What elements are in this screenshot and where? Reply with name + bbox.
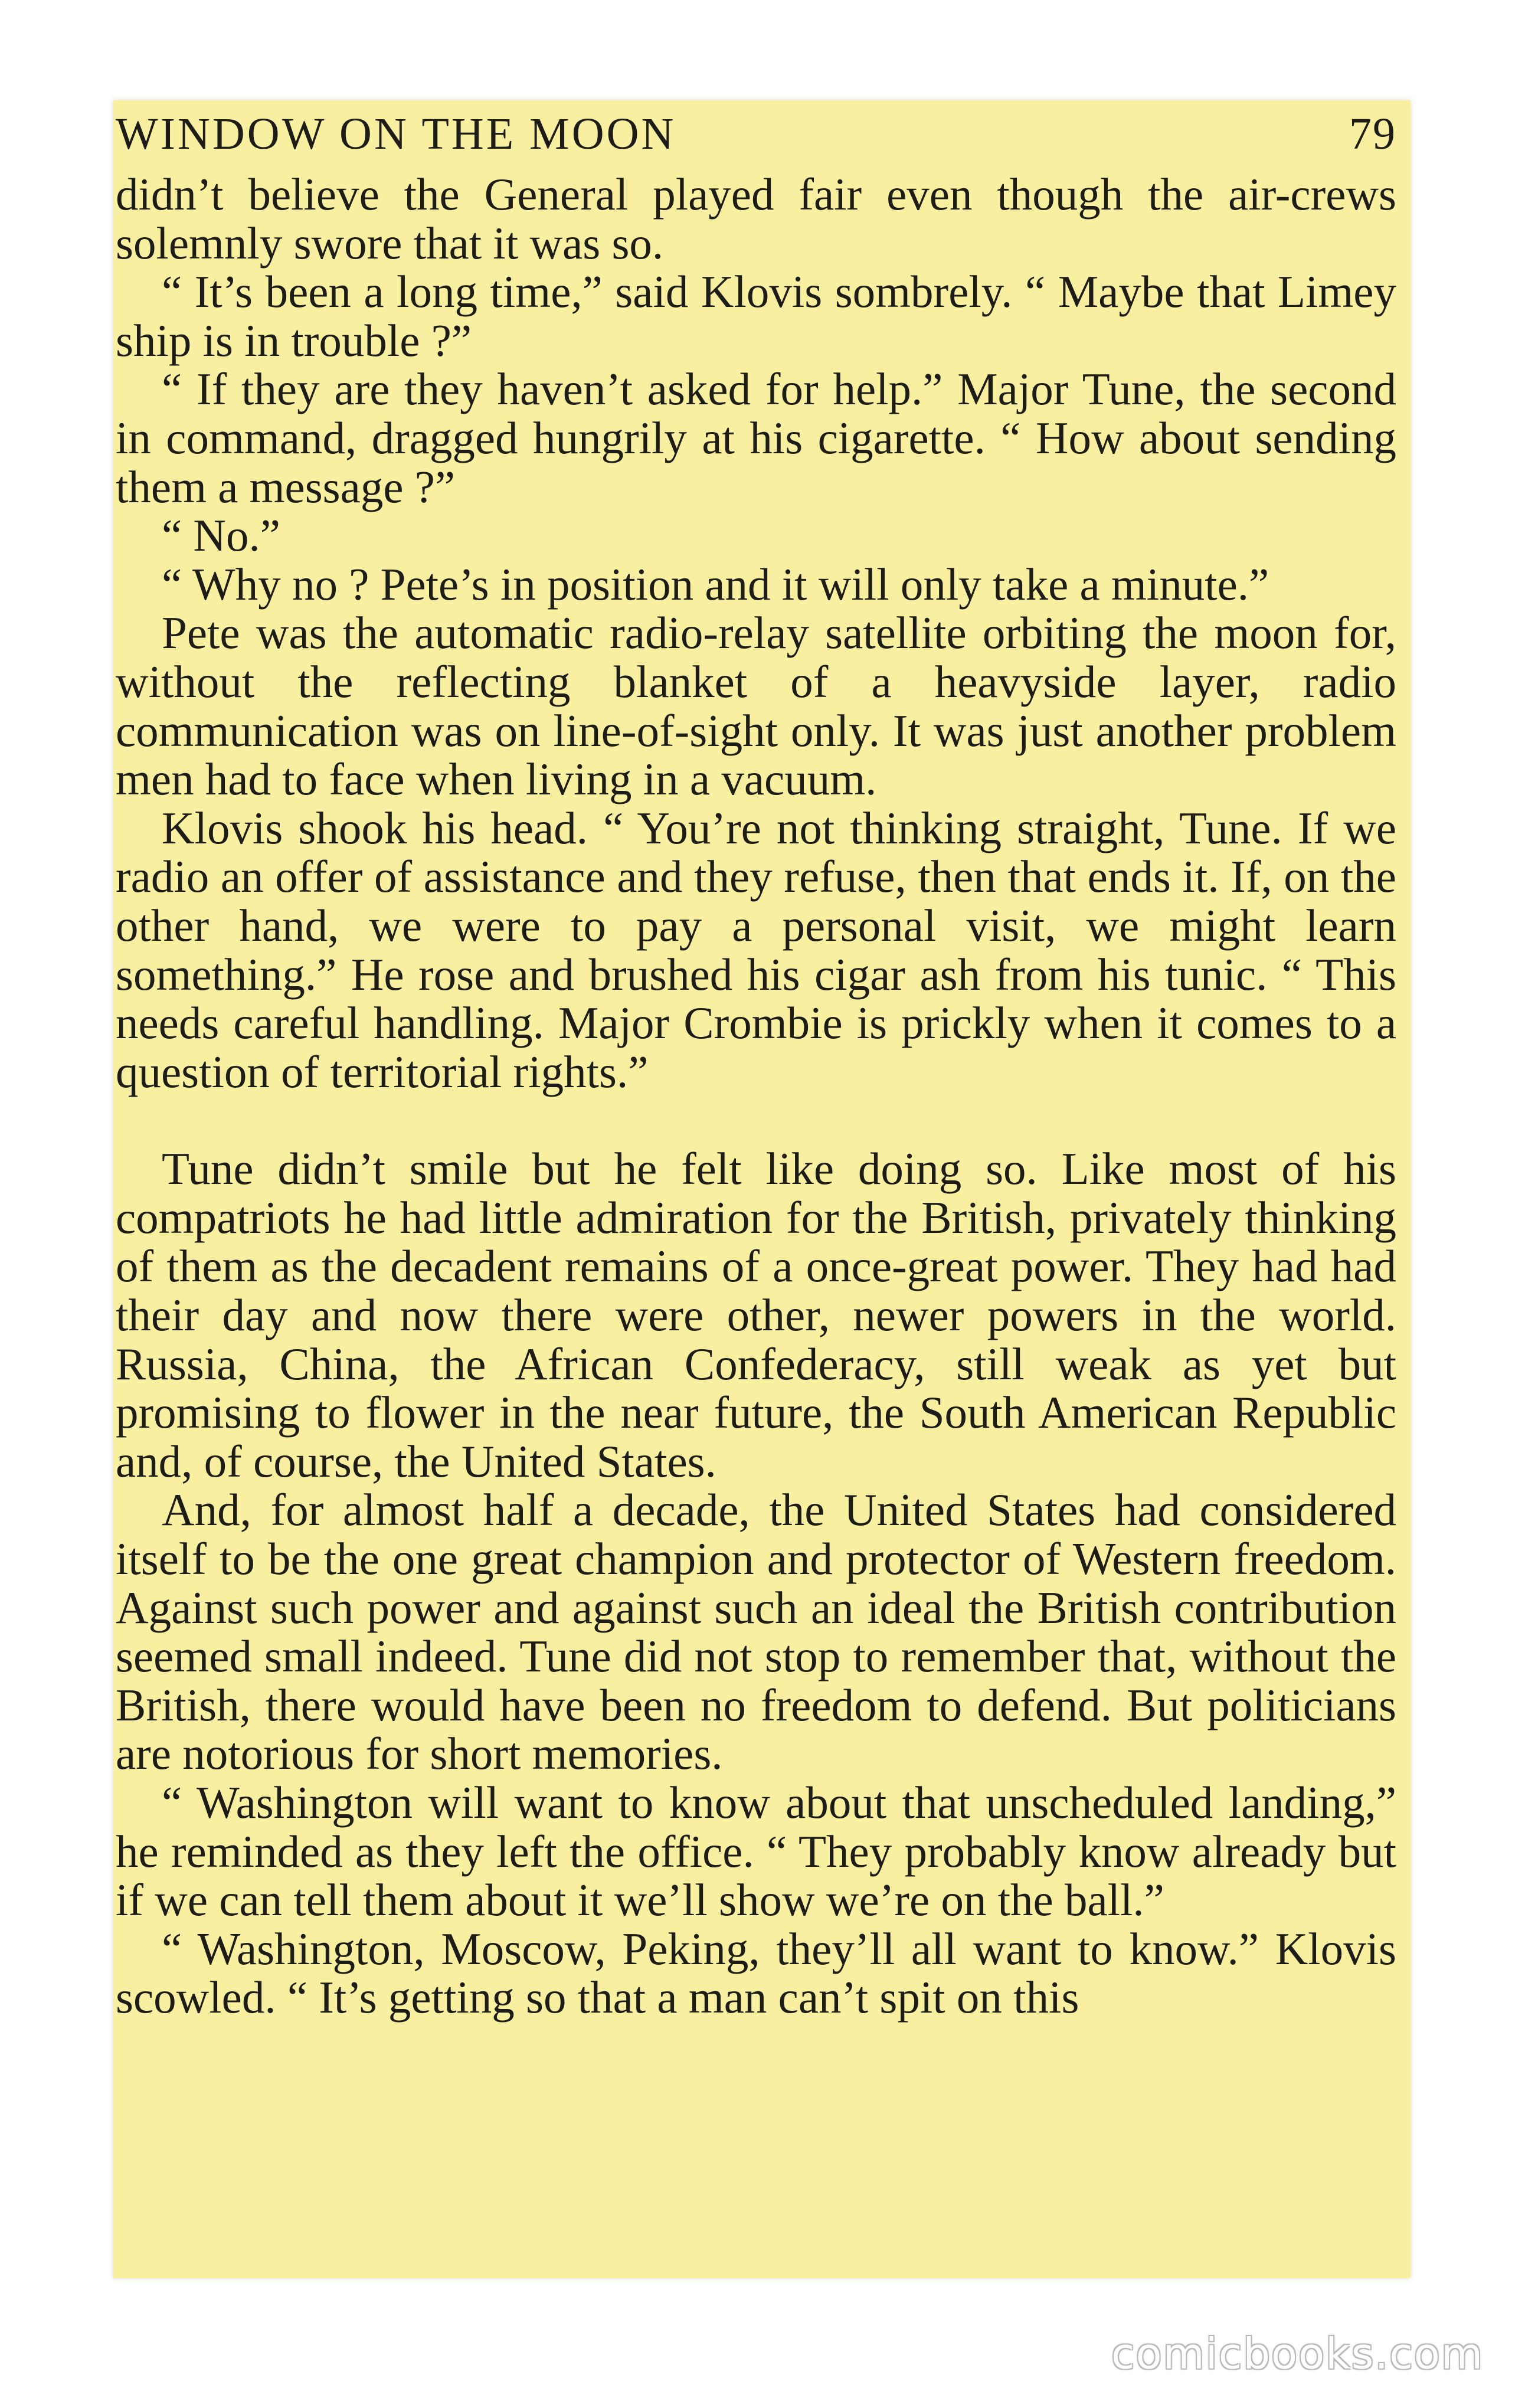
paragraph: “ Washington will want to know about that unscheduled landing,” he reminded as they left the office. “ They probably know already but if we can tell them about it we’ll show we’re on the ball.” [116,1777,1396,1926]
paragraph: Tune didn’t smile but he felt like doing so. Like most of his compatriots he had little admiration for the British, privately thinking of them as the decadent remains of a once-great power. They had had their day and now there were other, newer powers in the world. Russia, China, the African Confederacy, still weak as yet but promising to flower in the near future, the South American Republic and, of course, the United States. [116,1143,1396,1487]
paragraph: “ If they are they haven’t asked for help.” Major Tune, the second in command, dragged hungrily at his cigarette. “ How about sending them a message ?” [116,364,1396,512]
paragraph: And, for almost half a decade, the United States had considered itself to be the one great champion and protector of Western freedom. Against such power and against such an ideal the British contribution seemed small indeed. Tune did not stop to remember that, without the British, there would have been no freedom to defend. But politicians are notorious for short memories. [116,1484,1396,1779]
paragraph: “ Why no ? Pete’s in position and it will only take a minute.” [162,558,1269,610]
page-number: 79 [1349,109,1396,159]
book-page [113,100,1411,2278]
page-text-column [116,100,1396,2022]
paragraph: “ It’s been a long time,” said Klovis sombrely. “ Maybe that Limey ship is in trouble ?” [116,266,1396,366]
running-header [116,100,1396,170]
body-text [116,170,1396,2022]
running-title: WINDOW ON THE MOON [116,109,676,159]
paragraph: Pete was the automatic radio-relay satellite orbiting the moon for, without the reflecting blanket of a heavyside layer, radio communication was on line-of-sight only. It was just another problem men had to face when living in a vacuum. [116,607,1396,805]
paragraph: didn’t believe the General played fair even though the air-crews solemnly swore that it was so. [116,169,1396,269]
site-watermark: comicbooks.com [1111,2329,1484,2378]
paragraph: “ Washington, Moscow, Peking, they’ll all want to know.” Klovis scowled. “ It’s getting so that a man can’t spit on this [116,1923,1396,2023]
paragraph: Klovis shook his head. “ You’re not thinking straight, Tune. If we radio an offer of assistance and they refuse, then that ends it. If, on the other hand, we were to pay a personal visit, we might learn something.” He rose and brushed his cigar ash from his tunic. “ This needs careful handling. Major Crombie is prickly when it comes to a question of territorial rights.” [116,802,1396,1097]
paragraph: “ No.” [162,510,280,561]
